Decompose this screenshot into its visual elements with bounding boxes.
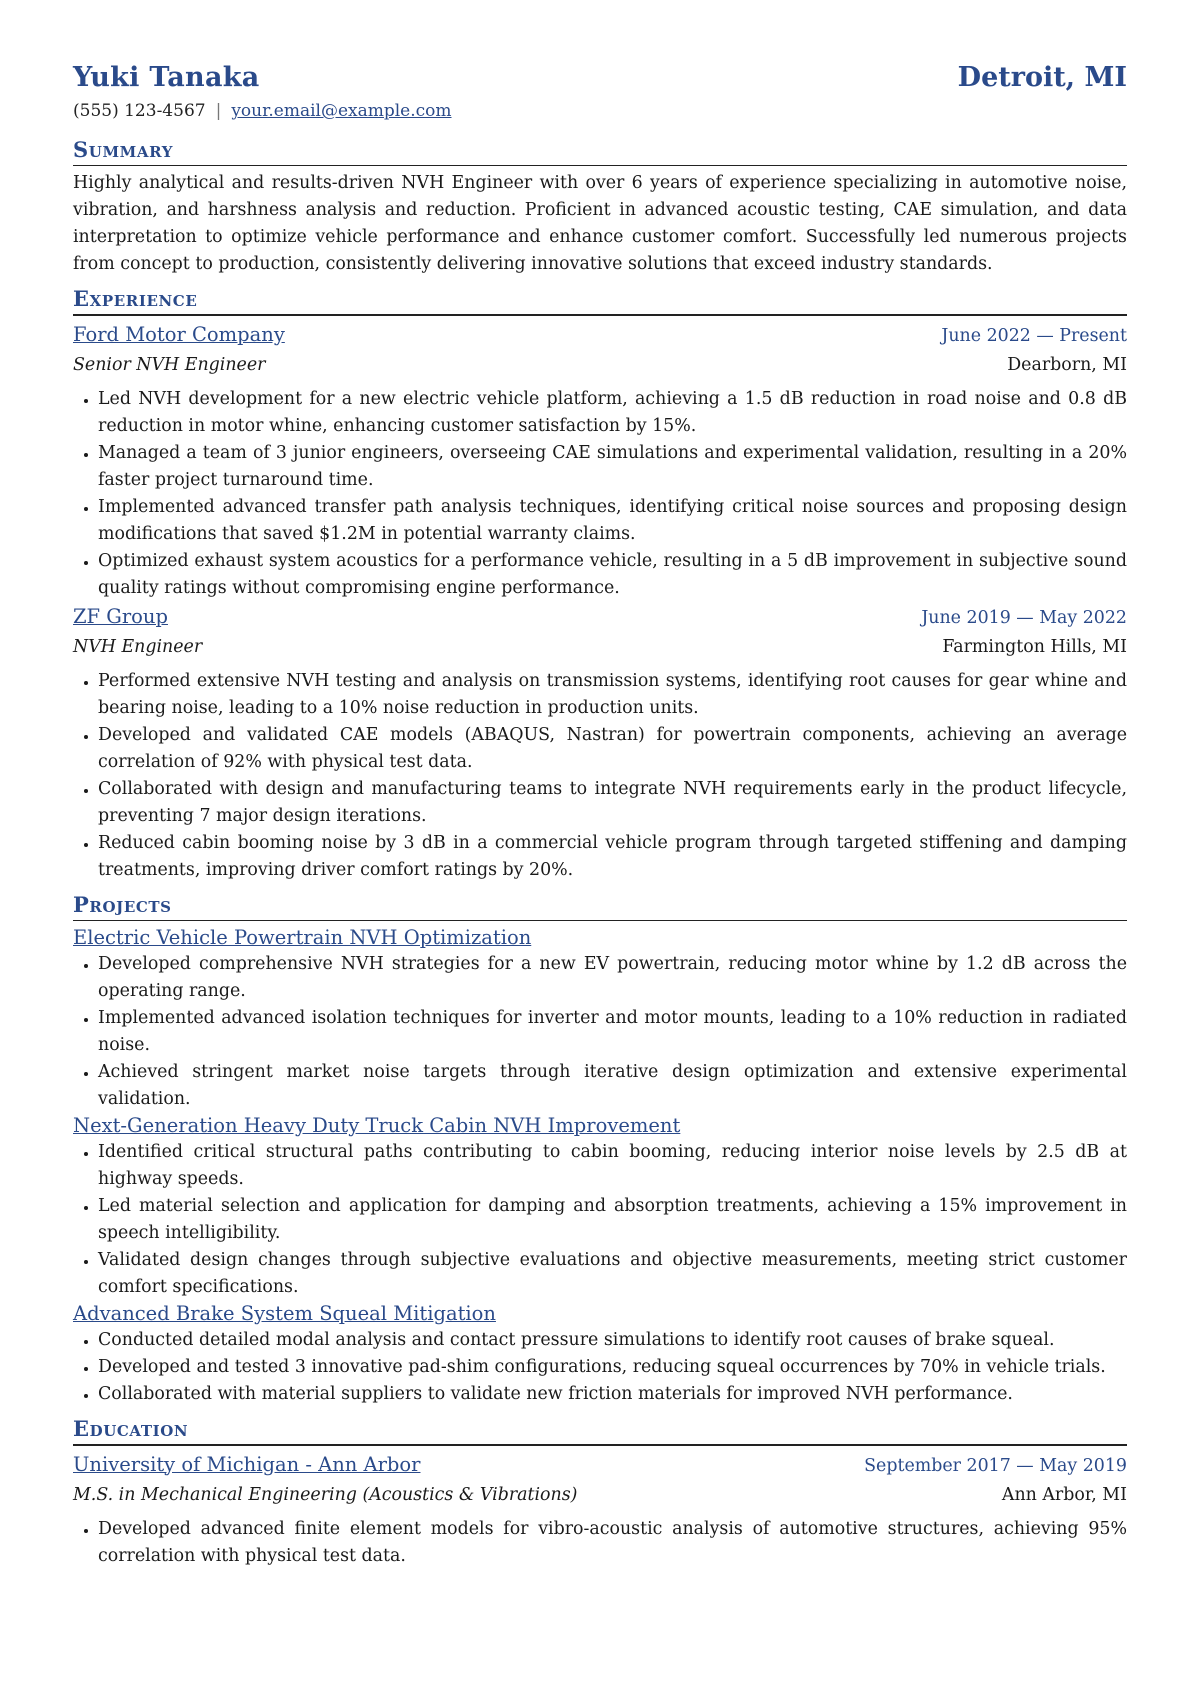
job-entry (73, 602, 1127, 884)
bullet-item: • Performed extensive NVH testing and analysis on transmission systems, identifying root causes for gear whine and bearing noise, leading to a 10% noise reduction in production units. (98, 668, 1127, 722)
job-role: NVH Engineer (73, 636, 203, 657)
education-bullets (73, 1516, 1127, 1570)
job-location: Farmington Hills, MI (942, 636, 1127, 657)
email-link[interactable]: your.email@example.com (231, 101, 452, 121)
job-bullets (73, 668, 1127, 884)
bullet-item: • Validated design changes through subjective evaluations and objective measurements, meeting strict customer comfort specifications. (98, 1247, 1127, 1301)
experience-section (73, 286, 1127, 883)
bullet-item: • Collaborated with design and manufacturing teams to integrate NVH requirements early in the product lifecycle, preventing 7 major design iterations. (98, 776, 1127, 830)
section-title-education: Education (73, 1416, 189, 1442)
project-title-link[interactable]: Electric Vehicle Powertrain NVH Optimization (73, 926, 532, 950)
summary-text: Highly analytical and results-driven NVH Engineer with over 6 years of experience specializing in automotive noise, vibration, and harshness analysis and reduction. Proficient in advanced acoustic testing, CAE simulation, and data interpretation to optimize vehicle performance and enhance customer comfort. Successfully led numerous projects from concept to production, consistently delivering innovative solutions that exceed industry standards. (73, 173, 1127, 275)
bullet-item: • Conducted detailed modal analysis and contact pressure simulations to identify root causes of brake squeal. (98, 1327, 1127, 1354)
project-entry (73, 1301, 1127, 1408)
company-link[interactable]: Ford Motor Company (73, 322, 285, 346)
bullet-item: • Collaborated with material suppliers to validate new friction materials for improved NVH performance. (98, 1381, 1127, 1408)
company-link[interactable]: ZF Group (73, 604, 168, 628)
section-title-summary: Summary (73, 137, 174, 162)
bullet-item: • Reduced cabin booming noise by 3 dB in a commercial vehicle program through targeted stiffening and damping treatments, improving driver comfort ratings by 20%. (98, 830, 1127, 884)
project-bullets (73, 1139, 1127, 1301)
section-title-experience: Experience (73, 286, 198, 312)
contact-line (73, 101, 1127, 121)
project-entry (73, 1113, 1127, 1301)
job-dates: June 2022 — Present (941, 325, 1127, 346)
section-divider (73, 1444, 1127, 1445)
candidate-location: Detroit, MI (957, 62, 1127, 93)
summary-section (73, 137, 1127, 278)
bullet-item: • Led material selection and application for damping and absorption treatments, achieving a 15% improvement in speech intelligibility. (98, 1193, 1127, 1247)
education-entry (73, 1450, 1127, 1570)
school-link[interactable]: University of Michigan - Ann Arbor (73, 1452, 421, 1476)
phone-number: (555) 123-4567 (73, 101, 206, 121)
project-bullets (73, 1327, 1127, 1408)
bullet-item: • Developed and validated CAE models (ABAQUS, Nastran) for powertrain components, achieving an average correlation of 92% with physical test data. (98, 722, 1127, 776)
projects-section (73, 892, 1127, 1408)
bullet-item: • Implemented advanced isolation techniques for inverter and motor mounts, leading to a 10% reduction in radiated noise. (98, 1005, 1127, 1059)
project-title-link[interactable]: Advanced Brake System Squeal Mitigation (73, 1302, 496, 1326)
bullet-item: • Developed advanced finite element models for vibro-acoustic analysis of automotive structures, achieving 95% correlation with physical test data. (98, 1516, 1127, 1570)
candidate-name: Yuki Tanaka (73, 62, 260, 93)
section-divider (73, 920, 1127, 921)
bullet-item: • Achieved stringent market noise targets through iterative design optimization and extensive experimental validation. (98, 1059, 1127, 1113)
section-divider (73, 314, 1127, 315)
bullet-item: • Identified critical structural paths contributing to cabin booming, reducing interior noise levels by 2.5 dB at highway speeds. (98, 1139, 1127, 1193)
job-entry (73, 320, 1127, 602)
section-title-projects: Projects (73, 891, 172, 917)
education-section (73, 1416, 1127, 1569)
job-role: Senior NVH Engineer (73, 354, 266, 375)
bullet-item: • Implemented advanced transfer path analysis techniques, identifying critical noise sources and proposing design modifications that saved $1.2M in potential warranty claims. (98, 494, 1127, 548)
header (73, 62, 1127, 93)
bullet-item: • Developed comprehensive NVH strategies for a new EV powertrain, reducing motor whine by 1.2 dB across the operating range. (98, 951, 1127, 1005)
job-location: Dearborn, MI (1007, 354, 1127, 375)
project-title-link[interactable]: Next-Generation Heavy Duty Truck Cabin NVH Improvement (73, 1114, 681, 1138)
project-bullets (73, 951, 1127, 1113)
degree: M.S. in Mechanical Engineering (Acoustics & Vibrations) (73, 1484, 578, 1505)
project-entry (73, 925, 1127, 1113)
bullet-item: • Optimized exhaust system acoustics for a performance vehicle, resulting in a 5 dB improvement in subjective sound quality ratings without compromising engine performance. (98, 548, 1127, 602)
education-dates: September 2017 — May 2019 (864, 1455, 1127, 1476)
job-bullets (73, 386, 1127, 602)
resume-page (73, 62, 1127, 1570)
contact-separator: | (215, 101, 222, 121)
bullet-item: • Led NVH development for a new electric vehicle platform, achieving a 1.5 dB reduction in road noise and 0.8 dB reduction in motor whine, enhancing customer satisfaction by 15%. (98, 386, 1127, 440)
bullet-item: • Managed a team of 3 junior engineers, overseeing CAE simulations and experimental validation, resulting in a 20% faster project turnaround time. (98, 440, 1127, 494)
bullet-item: • Developed and tested 3 innovative pad-shim configurations, reducing squeal occurrences by 70% in vehicle trials. (98, 1354, 1127, 1381)
school-location: Ann Arbor, MI (1001, 1484, 1127, 1505)
section-divider (73, 165, 1127, 166)
job-dates: June 2019 — May 2022 (921, 607, 1127, 628)
